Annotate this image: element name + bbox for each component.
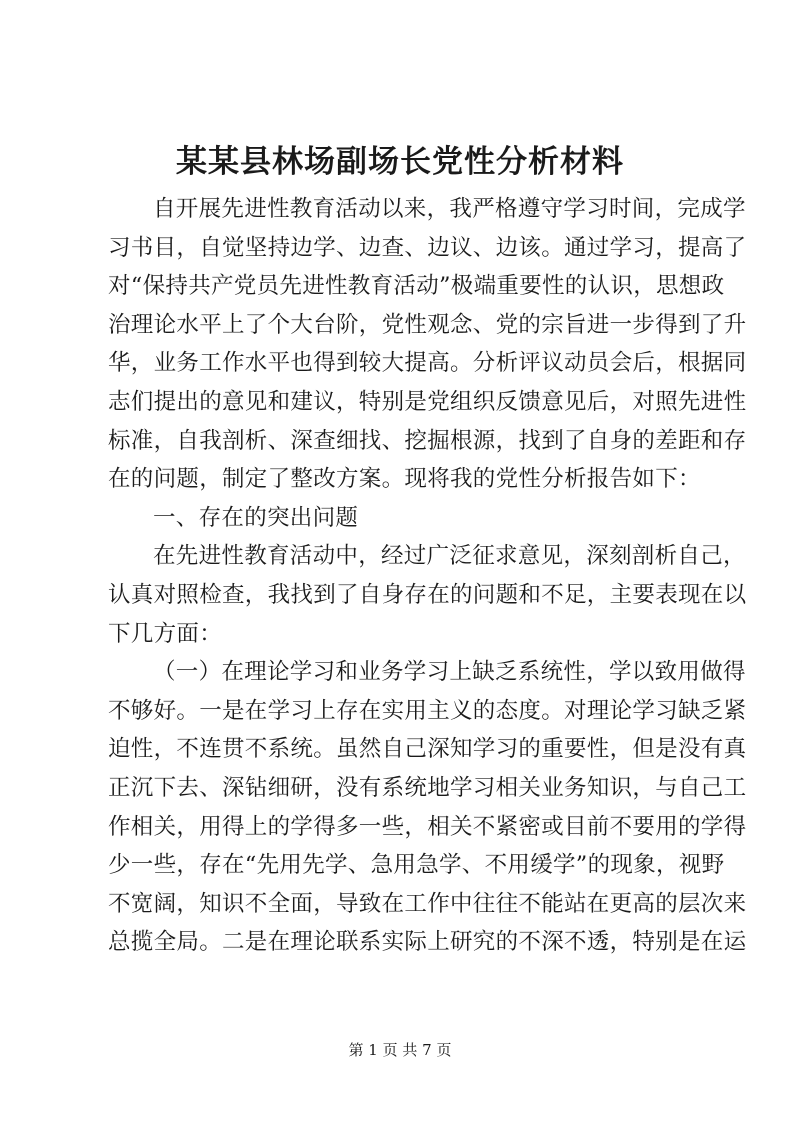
paragraph-line: 自开展先进性教育活动以来，我严格遵守学习时间，完成学 — [153, 196, 746, 222]
paragraph-line: 作相关，用得上的学得多一些，相关不紧密或目前不要用的学得 — [108, 813, 747, 840]
document-title: 某某县林场副场长党性分析材料 — [176, 144, 624, 180]
paragraph-line: 习书目，自觉坚持边学、边查、边议、边该。通过学习，提高了 — [108, 234, 747, 261]
paragraph-line: 志们提出的意见和建议，特别是党组织反馈意见后，对照先进性 — [108, 388, 747, 415]
paragraph-line: 下几方面： — [108, 620, 223, 647]
paragraph-line: 不够好。一是在学习上存在实用主义的态度。对理论学习缺乏紧 — [108, 697, 747, 724]
section-heading: 一、存在的突出问题 — [153, 504, 359, 531]
paragraph-line: 在的问题，制定了整改方案。现将我的党性分析报告如下： — [108, 466, 701, 493]
paragraph-line: 正沉下去、深钻细研，没有系统地学习相关业务知识，与自己工 — [108, 774, 747, 801]
paragraph-line: 迫性，不连贯不系统。虽然自己深知学习的重要性，但是没有真 — [108, 736, 747, 763]
paragraph-line: 不宽阔，知识不全面，导致在工作中往往不能站在更高的层次来 — [108, 890, 747, 917]
paragraph-line: 少一些，存在“先用先学、急用急学、不用缓学”的现象，视野 — [108, 852, 725, 879]
paragraph-line: 认真对照检查，我找到了自身存在的问题和不足，主要表现在以 — [108, 581, 747, 608]
paragraph-line: 华，业务工作水平也得到较大提高。分析评议动员会后，根据同 — [108, 350, 747, 377]
document-body — [108, 190, 747, 962]
page-indicator: 第 1 页 共 7 页 — [348, 1041, 452, 1059]
paragraph-line: 标准，自我剖析、深查细找、挖掘根源，找到了自身的差距和存 — [108, 427, 747, 454]
paragraph-line: 总揽全局。二是在理论联系实际上研究的不深不透，特别是在运 — [108, 929, 747, 956]
paragraph-line: （一）在理论学习和业务学习上缺乏系统性，学以致用做得 — [153, 659, 746, 686]
paragraph-line: 治理论水平上了个大台阶，党性观念、党的宗旨进一步得到了升 — [108, 311, 747, 338]
paragraph-line: 在先进性教育活动中，经过广泛征求意见，深刻剖析自己， — [153, 543, 746, 570]
paragraph-line: 对“保持共产党员先进性教育活动”极端重要性的认识，思想政 — [108, 273, 725, 300]
